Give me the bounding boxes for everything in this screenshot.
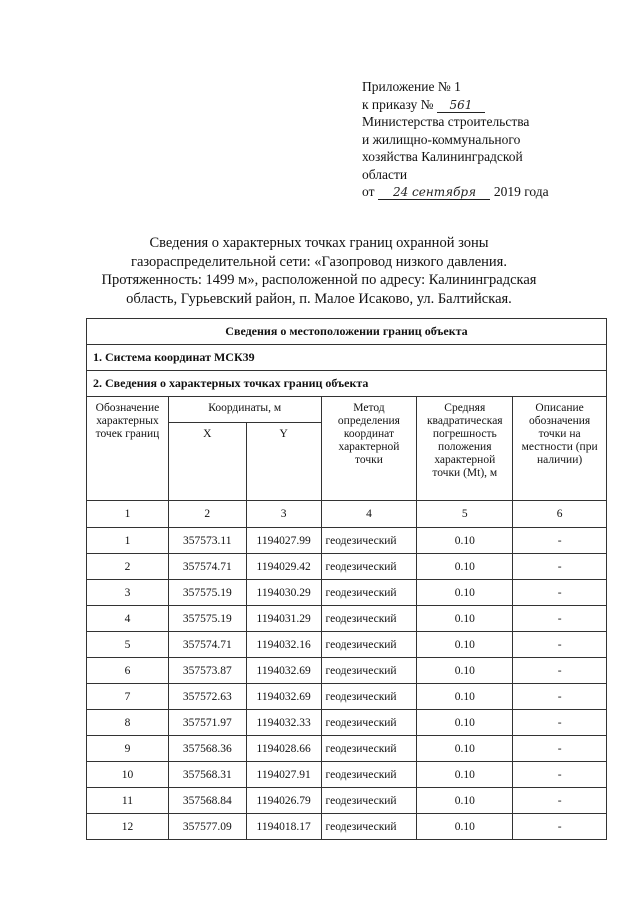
- point-number-cell: 12: [87, 814, 169, 840]
- point-number-cell: 9: [87, 736, 169, 762]
- y-coordinate-cell: 1194032.16: [246, 632, 321, 658]
- y-coordinate-cell: 1194031.29: [246, 606, 321, 632]
- description-cell: -: [513, 632, 607, 658]
- points-section-row: 2. Сведения о характерных точках границ объекта: [87, 371, 607, 397]
- method-cell: геодезический: [321, 736, 417, 762]
- x-coordinate-cell: 357574.71: [168, 632, 246, 658]
- x-coordinate-cell: 357574.71: [168, 554, 246, 580]
- point-number-cell: 4: [87, 606, 169, 632]
- date-line: [362, 183, 612, 201]
- appendix-block: [362, 78, 612, 201]
- column-number: 4: [321, 501, 417, 528]
- y-coordinate-cell: 1194032.69: [246, 684, 321, 710]
- header-method: Метод определения координат характерной точки: [321, 397, 417, 501]
- table-row: [87, 762, 607, 788]
- x-coordinate-cell: 357573.11: [168, 528, 246, 554]
- error-cell: 0.10: [417, 814, 513, 840]
- boundary-points-table: [86, 318, 607, 840]
- description-cell: -: [513, 658, 607, 684]
- point-number-cell: 3: [87, 580, 169, 606]
- ministry-line-1: Министерства строительства: [362, 114, 530, 129]
- y-coordinate-cell: 1194027.99: [246, 528, 321, 554]
- order-number: 561: [437, 98, 485, 113]
- y-coordinate-cell: 1194028.66: [246, 736, 321, 762]
- error-cell: 0.10: [417, 554, 513, 580]
- point-number-cell: 5: [87, 632, 169, 658]
- order-line: [362, 96, 612, 114]
- method-cell: геодезический: [321, 684, 417, 710]
- y-coordinate-cell: 1194029.42: [246, 554, 321, 580]
- y-coordinate-cell: 1194030.29: [246, 580, 321, 606]
- table-row: [87, 814, 607, 840]
- table-row: [87, 554, 607, 580]
- x-coordinate-cell: 357568.84: [168, 788, 246, 814]
- description-cell: -: [513, 554, 607, 580]
- y-coordinate-cell: 1194018.17: [246, 814, 321, 840]
- description-cell: -: [513, 710, 607, 736]
- column-number: 6: [513, 501, 607, 528]
- header-y: Y: [246, 423, 321, 501]
- table-row: [87, 632, 607, 658]
- method-cell: геодезический: [321, 580, 417, 606]
- ministry-line-4: области: [362, 166, 408, 182]
- x-coordinate-cell: 357575.19: [168, 580, 246, 606]
- date-suffix: 2019 года: [493, 184, 549, 199]
- coordinate-system-row: 1. Система координат МСК39: [87, 345, 607, 371]
- table-row: [87, 528, 607, 554]
- point-number-cell: 2: [87, 554, 169, 580]
- header-point-designation: Обозначение характерных точек границ: [87, 397, 169, 501]
- y-coordinate-cell: 1194026.79: [246, 788, 321, 814]
- error-cell: 0.10: [417, 684, 513, 710]
- header-error: Средняя квадратическая погрешность положения характерной точки (Mt), м: [417, 397, 513, 501]
- header-description: Описание обозначения точки на местности (при наличии): [513, 397, 607, 501]
- x-coordinate-cell: 357571.97: [168, 710, 246, 736]
- method-cell: геодезический: [321, 762, 417, 788]
- description-cell: -: [513, 762, 607, 788]
- description-cell: -: [513, 528, 607, 554]
- x-coordinate-cell: 357577.09: [168, 814, 246, 840]
- method-cell: геодезический: [321, 606, 417, 632]
- header-coordinates: Координаты, м: [168, 397, 321, 423]
- ministry-line-2: и жилищно-коммунального: [362, 131, 521, 147]
- column-number: 1: [87, 501, 169, 528]
- description-cell: -: [513, 736, 607, 762]
- method-cell: геодезический: [321, 710, 417, 736]
- y-coordinate-cell: 1194027.91: [246, 762, 321, 788]
- point-number-cell: 6: [87, 658, 169, 684]
- heading-line-2: газораспределительной сети: «Газопровод низкого давления.: [131, 253, 507, 270]
- point-number-cell: 11: [87, 788, 169, 814]
- method-cell: геодезический: [321, 814, 417, 840]
- table-row: [87, 710, 607, 736]
- point-number-cell: 1: [87, 528, 169, 554]
- error-cell: 0.10: [417, 606, 513, 632]
- point-number-cell: 8: [87, 710, 169, 736]
- error-cell: 0.10: [417, 762, 513, 788]
- table-row: [87, 606, 607, 632]
- x-coordinate-cell: 357573.87: [168, 658, 246, 684]
- table-body: [87, 528, 607, 840]
- method-cell: геодезический: [321, 788, 417, 814]
- x-coordinate-cell: 357575.19: [168, 606, 246, 632]
- appendix-title: Приложение № 1: [362, 79, 461, 94]
- point-number-cell: 7: [87, 684, 169, 710]
- heading-line-4: область, Гурьевский район, п. Малое Исаково, ул. Балтийская.: [126, 290, 512, 307]
- error-cell: 0.10: [417, 658, 513, 684]
- error-cell: 0.10: [417, 528, 513, 554]
- x-coordinate-cell: 357568.36: [168, 736, 246, 762]
- column-number: 3: [246, 501, 321, 528]
- date-prefix: от: [362, 184, 375, 199]
- y-coordinate-cell: 1194032.33: [246, 710, 321, 736]
- description-cell: -: [513, 684, 607, 710]
- header-x: X: [168, 423, 246, 501]
- date-handwritten: 24 сентября: [378, 185, 490, 200]
- column-numbers-row: [87, 501, 607, 528]
- y-coordinate-cell: 1194032.69: [246, 658, 321, 684]
- error-cell: 0.10: [417, 632, 513, 658]
- description-cell: -: [513, 814, 607, 840]
- x-coordinate-cell: 357568.31: [168, 762, 246, 788]
- description-cell: -: [513, 580, 607, 606]
- x-coordinate-cell: 357572.63: [168, 684, 246, 710]
- heading-line-3: Протяженность: 1499 м», расположенной по адресу: Калининградская: [101, 272, 537, 288]
- method-cell: геодезический: [321, 658, 417, 684]
- description-cell: -: [513, 606, 607, 632]
- ministry-line-3: хозяйства Калининградской: [362, 149, 523, 164]
- column-number: 2: [168, 501, 246, 528]
- table-row: [87, 736, 607, 762]
- method-cell: геодезический: [321, 554, 417, 580]
- heading-line-1: Сведения о характерных точках границ охранной зоны: [149, 235, 489, 251]
- method-cell: геодезический: [321, 632, 417, 658]
- description-cell: -: [513, 788, 607, 814]
- table-row: [87, 788, 607, 814]
- table-row: [87, 580, 607, 606]
- column-number: 5: [417, 501, 513, 528]
- error-cell: 0.10: [417, 710, 513, 736]
- document-heading: [96, 234, 542, 308]
- error-cell: 0.10: [417, 736, 513, 762]
- point-number-cell: 10: [87, 762, 169, 788]
- table-title: Сведения о местоположении границ объекта: [87, 319, 607, 345]
- error-cell: 0.10: [417, 580, 513, 606]
- table-row: [87, 684, 607, 710]
- order-prefix: к приказу №: [362, 96, 434, 112]
- method-cell: геодезический: [321, 528, 417, 554]
- table-row: [87, 658, 607, 684]
- error-cell: 0.10: [417, 788, 513, 814]
